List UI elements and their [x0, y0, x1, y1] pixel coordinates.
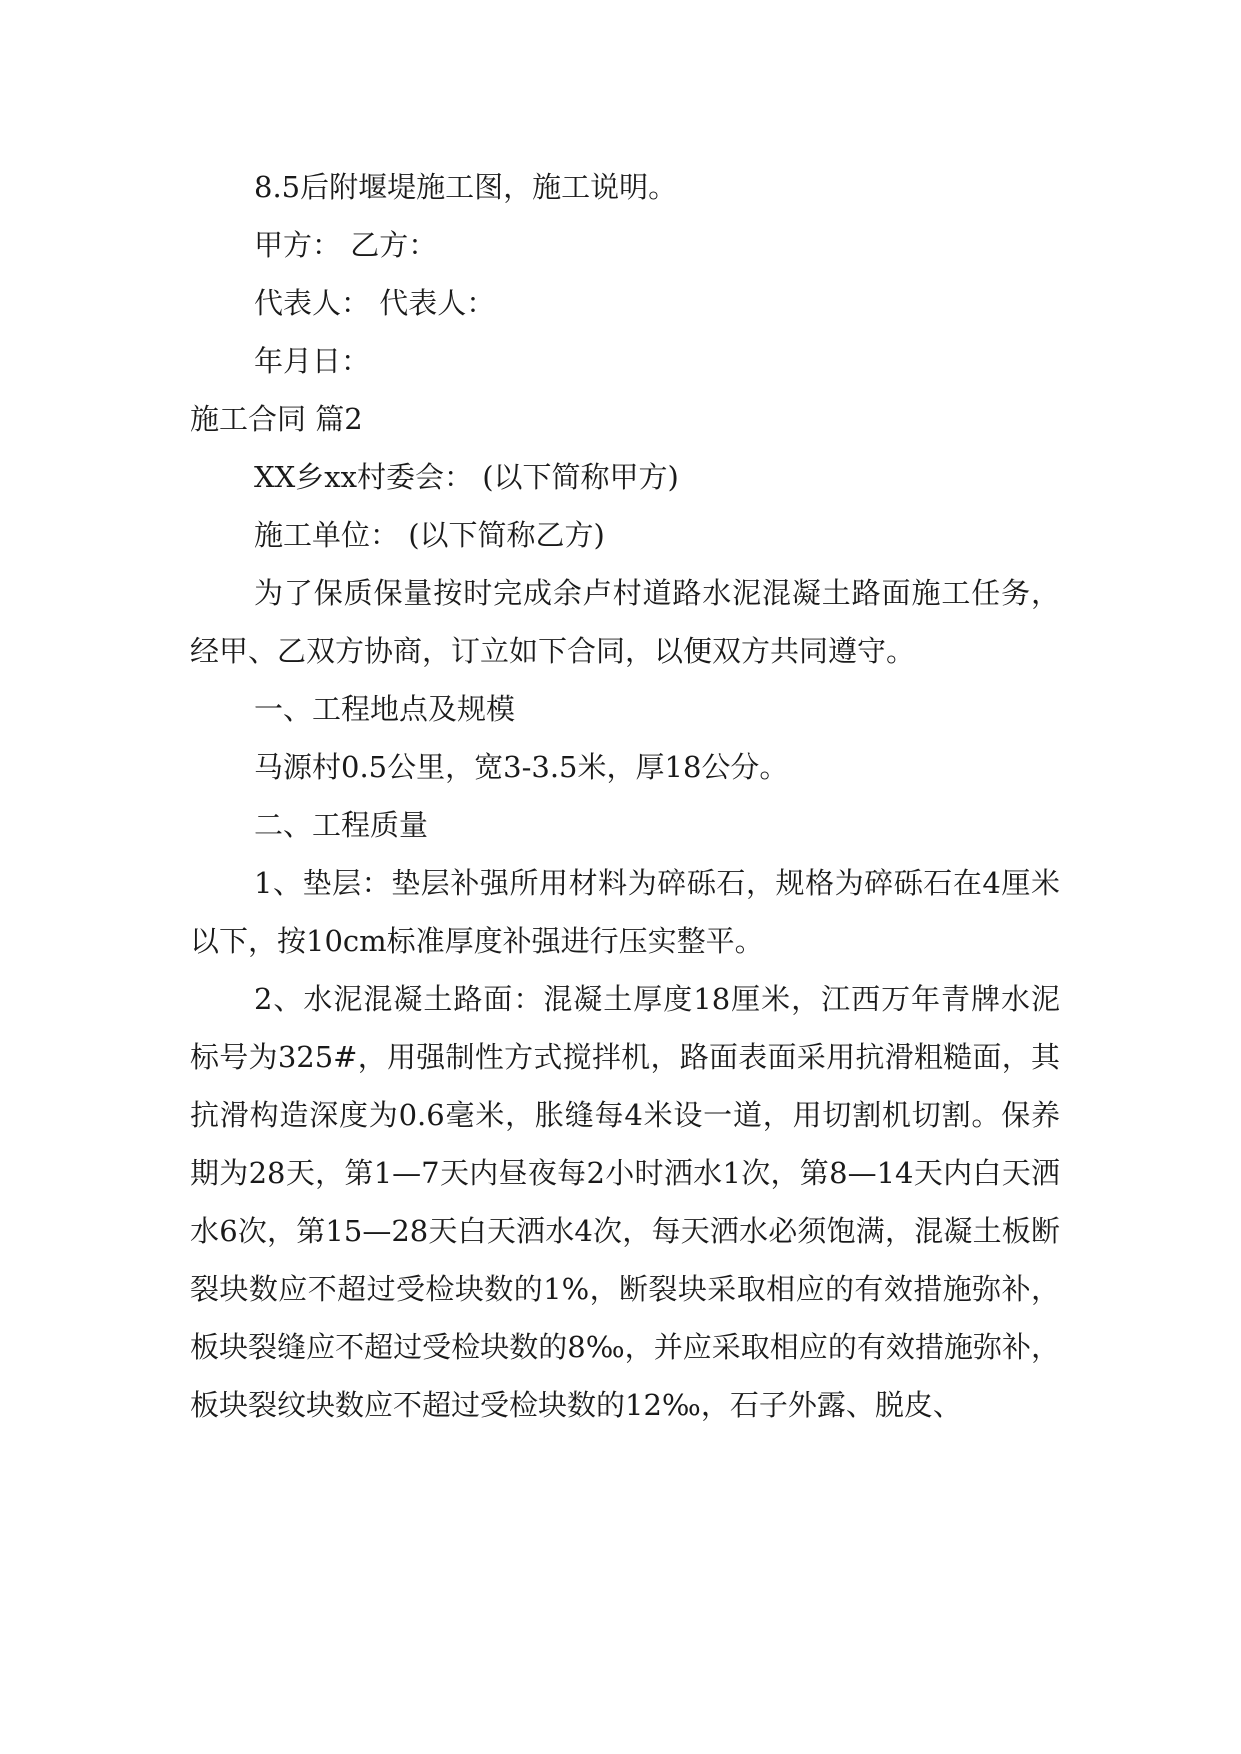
- document-body: [190, 158, 1060, 1434]
- paragraph-attachment-note: 8.5后附堰堤施工图，施工说明。: [254, 170, 678, 204]
- paragraph-base-layer: 1、垫层：垫层补强所用材料为碎砾石，规格为碎砾石在4厘米以下，按10cm标准厚度补强进行压实整平。: [190, 866, 1060, 958]
- paragraph-party-b: 施工单位： (以下简称乙方): [254, 518, 605, 552]
- clause-heading-quality: 二、工程质量: [254, 808, 429, 842]
- paragraph-concrete-surface: 2、水泥混凝土路面：混凝土厚度18厘米，江西万年青牌水泥标号为325#，用强制性方式搅拌机，路面表面采用抗滑粗糙面，其抗滑构造深度为0.6毫米，胀缝每4米设一道，用切割机切割。保养期为28天，第1—7天内昼夜每2小时洒水1次，第8—14天内白天洒水6次，第15—28天白天洒水4次，每天洒水必须饱满，混凝土板断裂块数应不超过受检块数的1%，断裂块采取相应的有效措施弥补，板块裂缝应不超过受检块数的8‰，并应采取相应的有效措施弥补，板块裂纹块数应不超过受检块数的12‰，石子外露、脱皮、: [190, 982, 1060, 1422]
- paragraph-location: 马源村0.5公里，宽3-3.5米，厚18公分。: [254, 750, 789, 784]
- paragraph-party-a: XX乡xx村委会： (以下简称甲方): [254, 460, 679, 494]
- paragraph-preamble: 为了保质保量按时完成余卢村道路水泥混凝土路面施工任务，经甲、乙双方协商，订立如下合同，以便双方共同遵守。: [190, 576, 1060, 668]
- paragraph-representatives: 代表人： 代表人：: [254, 286, 496, 320]
- section-heading-contract-2: 施工合同 篇2: [190, 402, 363, 436]
- clause-heading-location: 一、工程地点及规模: [254, 692, 516, 726]
- paragraph-party-a-b: 甲方： 乙方：: [254, 228, 438, 262]
- paragraph-date: 年月日：: [254, 344, 371, 378]
